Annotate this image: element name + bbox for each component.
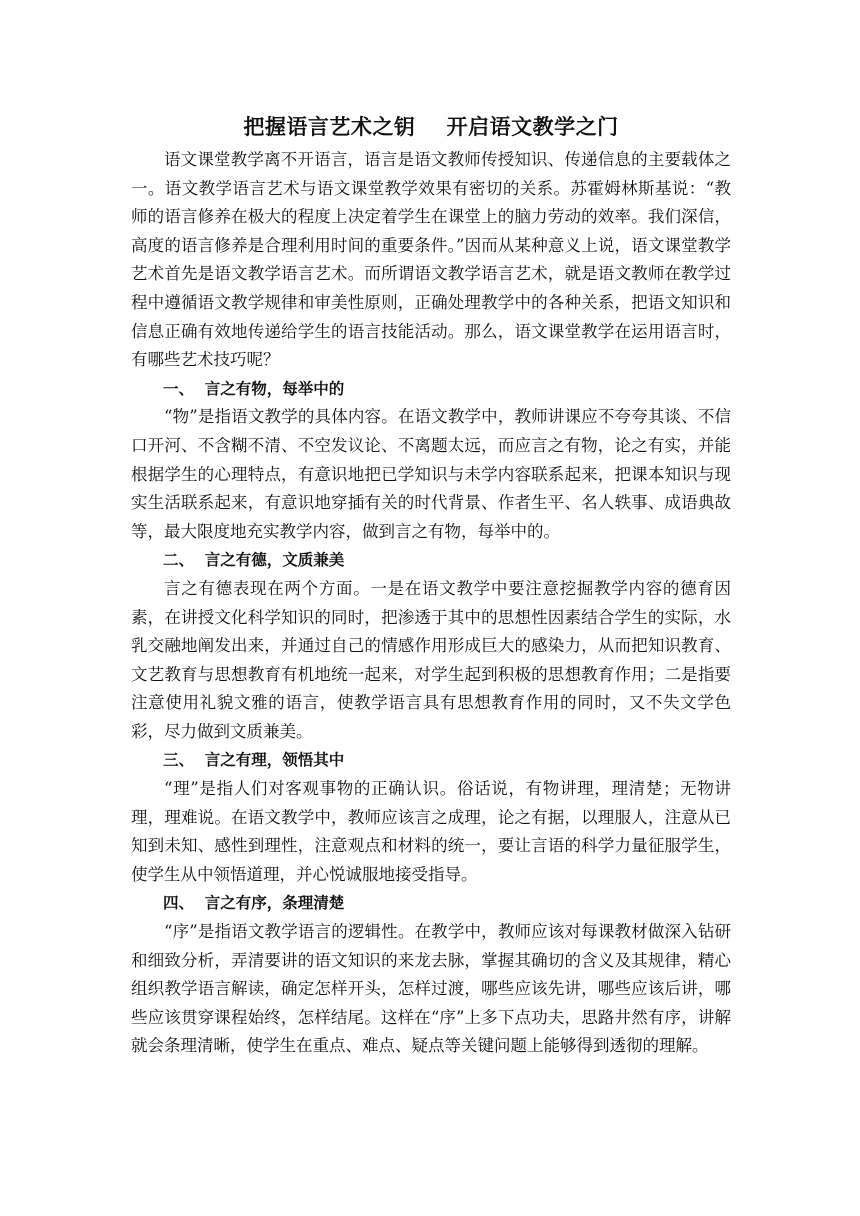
section-heading: 一、 言之有物，每举中的: [163, 379, 345, 398]
section-heading: 二、 言之有德，文质兼美: [163, 551, 345, 570]
section-heading: 三、 言之有理，领悟其中: [163, 751, 345, 770]
section-paragraph: 言之有德表现在两个方面。一是在语文教学中要注意挖掘教学内容的德育因素，在讲授文化科学知识的同时，把渗透于其中的思想性因素结合学生的实际，水乳交融地阐发出来，并通过自己的情感作用形成巨大的感染力，从而把知识教育、文艺教育与思想教育有机地统一起来，对学生起到积极的思想教育作用；二是指要注意使用礼貌文雅的语言，使教学语言具有思想教育作用的同时，又不失文学色彩，尽力做到文质兼美。: [131, 578, 731, 741]
section-paragraph: “物”是指语文教学的具体内容。在语文教学中，教师讲课应不夸夸其谈、不信口开河、不含糊不清、不空发议论、不离题太远，而应言之有物，论之有实，并能根据学生的心理特点，有意识地把已学知识与未学内容联系起来，把课本知识与现实生活联系起来，有意识地穿插有关的时代背景、作者生平、名人轶事、成语典故等，最大限度地充实教学内容，做到言之有物，每举中的。: [131, 407, 731, 541]
document-title: 把握语言艺术之钥 开启语文教学之门: [243, 115, 619, 139]
intro-paragraph: 语文课堂教学离不开语言，语言是语文教师传授知识、传递信息的主要载体之一。语文教学语言艺术与语文课堂教学效果有密切的关系。苏霍姆林斯基说：“教师的语言修养在极大的程度上决定着学生在课堂上的脑力劳动的效率。我们深信，高度的语言修养是合理利用时间的重要条件。”因而从某种意义上说，语文课堂教学艺术首先是语文教学语言艺术。而所谓语文教学语言艺术，就是语文教师在教学过程中遵循语文教学规律和审美性原则，正确处理教学中的各种关系，把语文知识和信息正确有效地传递给学生的语言技能活动。那么，语文课堂教学在运用语言时，有哪些艺术技巧呢？: [131, 150, 731, 370]
document-body: [131, 112, 731, 1061]
section-2: [131, 546, 731, 746]
section-3: [131, 746, 731, 889]
section-heading: 四、 言之有序，条理清楚: [163, 894, 345, 913]
section-paragraph: “序”是指语文教学语言的逻辑性。在教学中，教师应该对每课教材做深入钻研和细致分析，弄清要讲的语文知识的来龙去脉，掌握其确切的含义及其规律，精心组织教学语言解读，确定怎样开头，怎样过渡，哪些应该先讲，哪些应该后讲，哪些应该贯穿课程始终，怎样结尾。这样在“序”上多下点功夫，思路井然有序，讲解就会条理清晰，使学生在重点、难点、疑点等关键问题上能够得到透彻的理解。: [131, 922, 731, 1056]
section-paragraph: “理”是指人们对客观事物的正确认识。俗话说，有物讲理，理清楚；无物讲理，理难说。在语文教学中，教师应该言之成理，论之有据，以理服人，注意从已知到未知、感性到理性，注意观点和材料的统一，要让言语的科学力量征服学生，使学生从中领悟道理，并心悦诚服地接受指导。: [131, 779, 731, 884]
section-4: [131, 889, 731, 1061]
section-1: [131, 375, 731, 547]
